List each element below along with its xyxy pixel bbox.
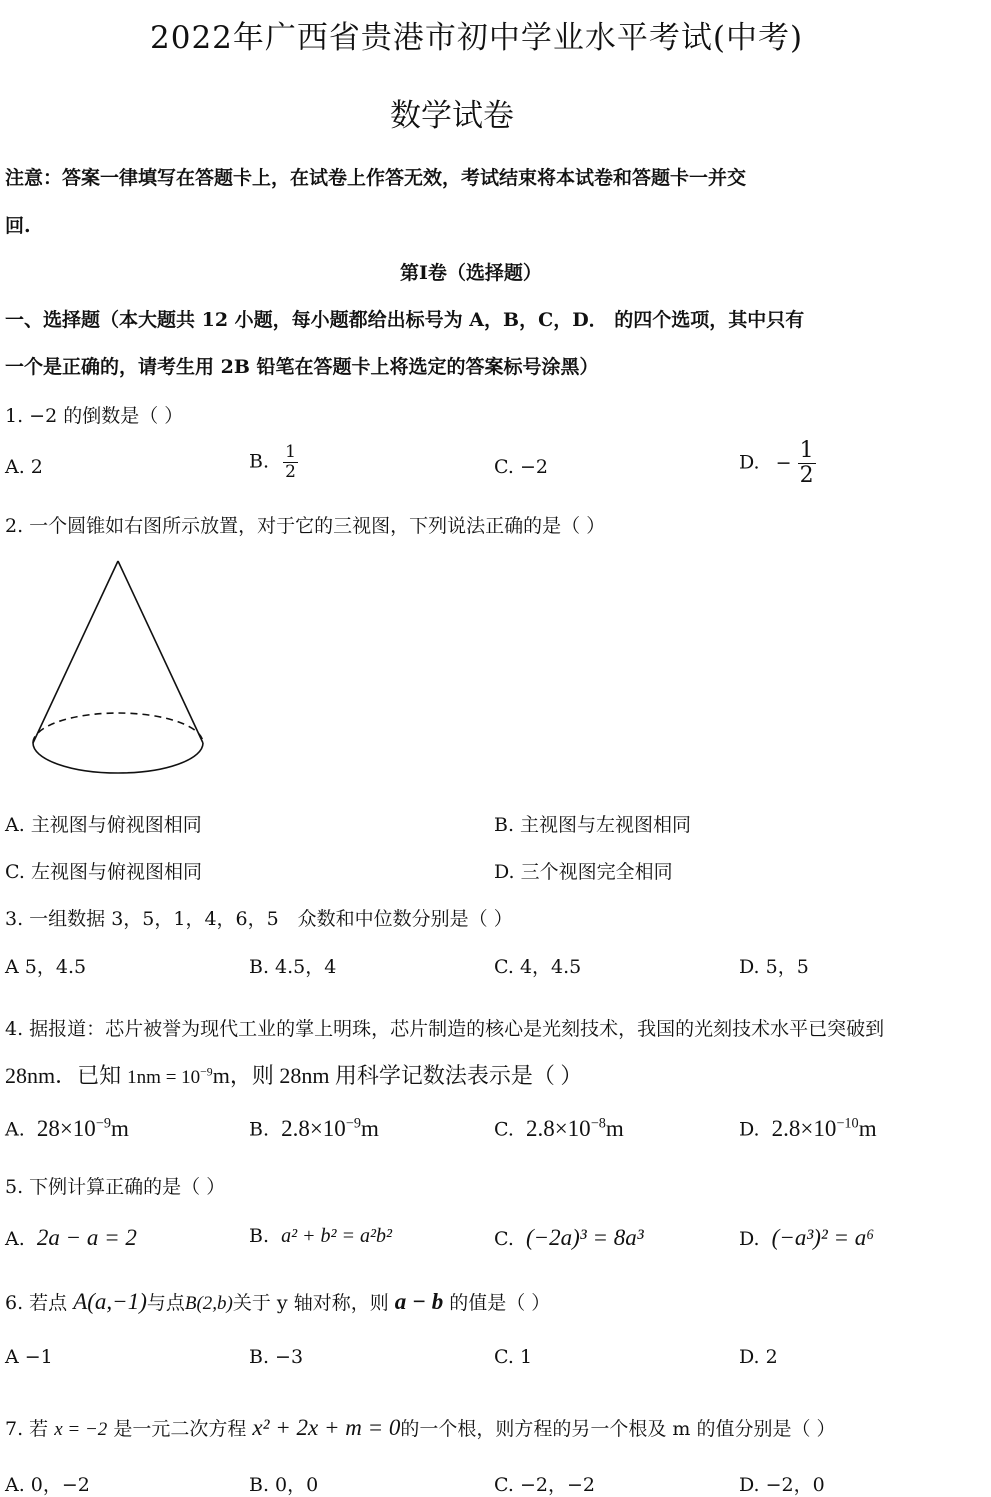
q4-option-c-label: C.: [494, 1118, 514, 1141]
q5-option-d-label: D.: [739, 1228, 760, 1250]
cone-figure: [25, 555, 215, 785]
q6-option-b: B. −3: [249, 1346, 304, 1368]
q1-stem: 1. −2 的倒数是（ ）: [5, 405, 184, 427]
q7-option-a: A. 0，−2: [5, 1474, 90, 1496]
q6-expression: a − b: [394, 1289, 444, 1314]
q3-option-b: B. 4.5，4: [249, 956, 337, 978]
q6-stem-connector: 与点: [146, 1292, 185, 1314]
q4-option-a-exponent: −9: [95, 1115, 111, 1131]
q5-option-b: [249, 1225, 392, 1248]
q4-stem-definition: [127, 1067, 213, 1088]
q4-option-a-unit: m: [110, 1115, 129, 1141]
q6-stem-prefix: 6. 若点: [5, 1292, 68, 1314]
q2-option-b: B. 主视图与左视图相同: [494, 814, 692, 836]
q4-stem-question: m，则 28nm 用科学记数法表示是（ ）: [212, 1063, 583, 1088]
q3-stem: [5, 904, 513, 931]
q5-option-d: [739, 1225, 874, 1251]
q4-option-d-exponent: −10: [836, 1115, 859, 1131]
q7-stem-question: 的一个根，则方程的另一个根及 m 的值分别是（ ）: [400, 1418, 836, 1440]
q6-stem-condition: 关于 y 轴对称，则: [232, 1292, 389, 1314]
q4-option-a: [5, 1115, 129, 1142]
q7-option-c: C. −2，−2: [494, 1474, 595, 1496]
q5-option-a: [5, 1225, 137, 1251]
q4-option-b-base: 2.8×10: [281, 1115, 346, 1141]
q1-option-d: [739, 440, 816, 487]
q3-option-a: A 5，4.5: [5, 956, 87, 978]
q4-option-c-base: 2.8×10: [525, 1115, 591, 1141]
q4-definition-base: 1nm = 10: [127, 1067, 201, 1088]
q4-option-d-base: 2.8×10: [771, 1115, 837, 1141]
section-title: 第Ⅰ卷（选择题）: [400, 262, 542, 284]
q5-stem: 5. 下例计算正确的是（ ）: [5, 1176, 226, 1198]
q7-equation: x² + 2x + m = 0: [252, 1415, 401, 1440]
q1-option-b-fraction: [283, 444, 298, 481]
q4-stem-line-2: [5, 1059, 582, 1090]
q6-stem-question: 的值是（ ）: [449, 1292, 551, 1314]
cone-left-edge: [33, 561, 118, 743]
q2-option-c: C. 左视图与俯视图相同: [5, 861, 202, 883]
notice-line-1: 注意：答案一律填写在答题卡上，在试卷上作答无效，考试结束将本试卷和答题卡一并交: [5, 167, 747, 189]
q6-option-c: C. 1: [494, 1346, 533, 1368]
exam-subtitle: 数学试卷: [390, 98, 514, 134]
q5-option-a-label: A.: [5, 1228, 25, 1250]
q4-option-b-unit: m: [360, 1115, 379, 1141]
q5-option-c-label: C.: [494, 1228, 514, 1250]
q5-option-b-label: B.: [249, 1225, 270, 1247]
fraction-denominator: 2: [285, 462, 296, 482]
q2-stem: 2. 一个圆锥如右图所示放置，对于它的三视图，下列说法正确的是（ ）: [5, 515, 606, 537]
q7-stem-prefix: 7. 若: [5, 1418, 49, 1440]
q1-option-d-fraction: [798, 440, 816, 487]
q7-option-d: D. −2，0: [739, 1474, 825, 1496]
q4-option-c: [494, 1115, 624, 1142]
q4-stem-line-1: 4. 据报道：芯片被誉为现代工业的掌上明珠，芯片制造的核心是光刻技术，我国的光刻技术水平已突破到: [5, 1018, 885, 1040]
q2-option-a: A. 主视图与俯视图相同: [5, 814, 202, 836]
q3-option-c: C. 4，4.5: [494, 956, 582, 978]
q7-option-b: B. 0，0: [249, 1474, 319, 1496]
q3-option-d: D. 5，5: [739, 956, 809, 978]
notice-line-2: 回.: [5, 215, 31, 237]
q1-option-c: C. −2: [494, 456, 548, 478]
q4-definition-exponent: −9: [200, 1065, 213, 1079]
q3-stem-data: 3. 一组数据 3，5，1，4，6，5: [5, 908, 279, 930]
q4-stem-value: 28nm．已知: [5, 1063, 122, 1088]
q7-stem: [5, 1414, 836, 1441]
section-heading-line-1: 一、选择题（本大题共 12 小题，每小题都给出标号为 A，B，C，D． 的四个选项，其中只有: [5, 309, 805, 331]
q4-option-b: [249, 1115, 379, 1142]
q5-option-b-expression: a² + b² = a²b²: [281, 1225, 393, 1247]
q6-option-d: D. 2: [739, 1346, 778, 1368]
q4-option-a-label: A.: [5, 1118, 25, 1141]
q4-option-a-base: 28×10: [36, 1115, 96, 1141]
q1-option-d-label: D.: [739, 451, 760, 474]
q4-option-b-exponent: −9: [345, 1115, 361, 1131]
fraction-numerator: 1: [285, 442, 296, 462]
q6-stem: [5, 1288, 550, 1315]
cone-base-front: [33, 743, 203, 773]
cone-right-edge: [118, 561, 203, 743]
q3-stem-question: 众数和中位数分别是（ ）: [297, 908, 513, 930]
q6-option-a: A −1: [5, 1346, 53, 1368]
q4-option-c-unit: m: [605, 1115, 624, 1141]
q2-option-d: D. 三个视图完全相同: [494, 861, 673, 883]
q4-option-c-exponent: −8: [590, 1115, 606, 1131]
exam-title: 2022年广西省贵港市初中学业水平考试(中考): [150, 20, 804, 56]
q4-option-d: [739, 1115, 877, 1142]
q1-option-a: A. 2: [5, 456, 43, 478]
section-heading-line-2: 一个是正确的，请考生用 2B 铅笔在答题卡上将选定的答案标号涂黑）: [5, 356, 599, 378]
q7-root-value: x = −2: [54, 1419, 108, 1440]
q6-point-a: A(a,−1): [73, 1289, 147, 1314]
q6-point-b: B(2,b): [184, 1293, 233, 1314]
q7-stem-connector: 是一元二次方程: [113, 1418, 247, 1440]
q5-option-c-expression: (−2a)³ = 8a³: [525, 1225, 644, 1250]
q1-option-b: [249, 444, 298, 481]
q1-option-d-sign: −: [775, 451, 792, 474]
q4-option-d-label: D.: [739, 1118, 760, 1141]
q1-option-b-label: B.: [249, 450, 270, 473]
q5-option-d-expression: (−a³)² = a⁶: [771, 1225, 875, 1250]
cone-base-hidden: [33, 713, 203, 743]
q5-option-a-expression: 2a − a = 2: [36, 1225, 137, 1250]
q4-option-b-label: B.: [249, 1118, 270, 1141]
fraction-denominator: 2: [799, 463, 814, 488]
q5-option-c: [494, 1225, 644, 1251]
fraction-numerator: 1: [799, 438, 814, 463]
q4-option-d-unit: m: [858, 1115, 877, 1141]
